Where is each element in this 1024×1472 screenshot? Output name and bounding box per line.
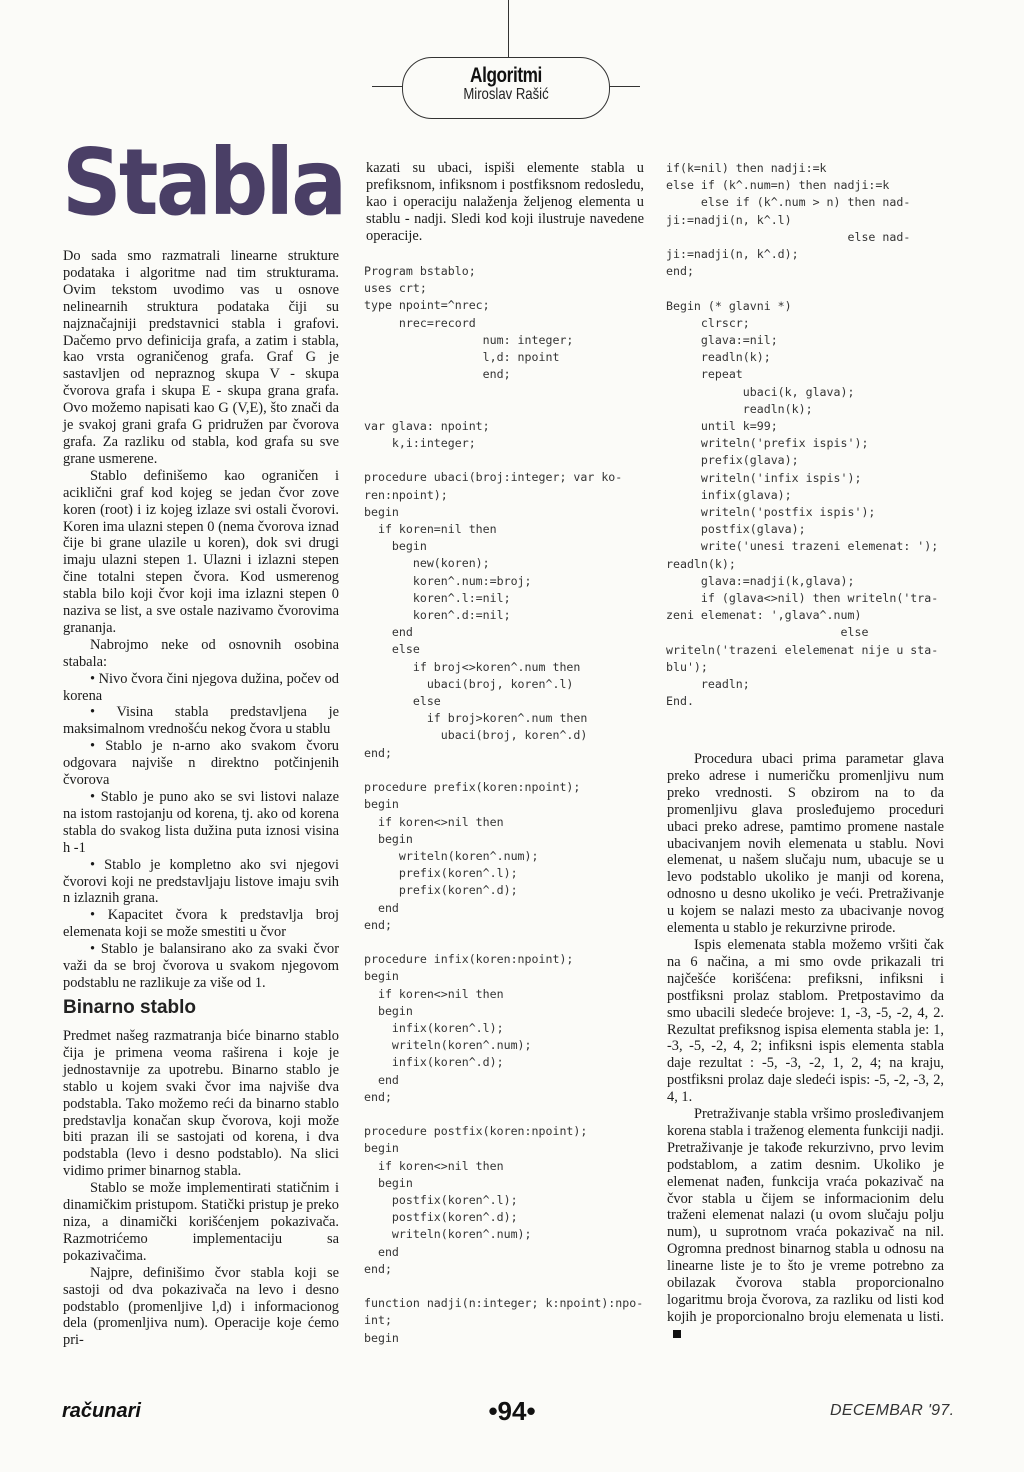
column-3-text — [667, 751, 944, 1343]
paragraph: Procedura ubaci prima parametar glava preko adrese i numeričku promenljivu num preko vrednosti. S obzirom na to da promenljivu glava prosleđujemo proceduri ubaci preko adrese, pamtimo promene nastale ubacivanjem novih elemenata u stablu. Novi elemenat, u našem slučaju num, ubacuje se u levo podstablo ukoliko je manji od korena, odnosno u desno ukoliko je veći. Pretraživanje u kojem se nalazi mesto za ubacivanje novog elementa u stablo je rekurzivne prirode. — [667, 751, 944, 937]
list-item: • Nivo čvora čini njegova dužina, počev od korena — [63, 670, 339, 704]
subheading: Binarno stablo — [63, 997, 197, 1018]
paragraph: Predmet našeg razmatranja biće binarno stablo čija je primena veoma raširena i koje je jednostavnije za upotrebu. Binarno stablo je stablo u kojem svaki čvor ima najviše dva podstabla. Tako možemo reći da binarno stablo predstavlja konačan skup čvorova, koji može biti prazan ili se sastojati od korena, i dva podstabla (levo i desno podstablo). Na slici vidimo primer binarnog stabla. — [63, 1028, 339, 1180]
paragraph: Ispis elemenata stabla možemo vršiti čak na 6 načina, a mi smo ovde prikazali tri najčešće korišćena: prefiksni, infiksni i postfiksni prolaz stablom. Pretpostavimo da smo ubacili sledeće brojeve: 1, -3, -5, -2, 4, 2. Rezultat prefiksnog ispisa elementa stabla je: 1, -3, -5, -2, 4, 2; infiksni ispis elementa stabla daje rezultat : -5, -3, -2, 1, 2, 4; na kraju, postfiksni prolaz daje sledeći ispis: -5, -2, -3, 2, 4, 1. — [667, 936, 944, 1106]
list-item: • Stablo je balansirano ako za svaki čvor važi da se broj čvorova u svakom njegovom podstablu ne razlikuje za više od 1. — [63, 941, 339, 991]
column-2-intro — [366, 160, 644, 245]
paragraph-text: Pretraživanje stabla vršimo prosleđivanjem korena stabla i traženog elementa funkciji nadji. Pretraživanje je takođe rekurzivno, prvo levim podstablom, a zatim desnim. Ukoliko je elemenat nađen, funkcija vraća pokazivač na čvor stabla u čijem se informacionim delu traženi elemenat nalazi (u ovom slučaju polju num), u suprotnom vraća pokazivač na nil. Ogromna prednost binarnog stabla u odnosu na linearne liste je to što je vreme potrebno za obilazak čvorova stabla proporcionalno logaritmu broja čvorova, za razliku od listi kod kojih je proporcionalno broju elemenata u listi. — [667, 1106, 944, 1325]
paragraph: Stablo se može implementirati statičnim i dinamičkim pristupom. Statički pristup je preko niza, a dinamički korišćenjem pokazivača. Razmotrićemo implementaciju sa pokazivačima. — [63, 1180, 339, 1264]
page-number: •94• — [488, 1396, 536, 1426]
article-title: Stabla — [62, 129, 345, 236]
magazine-name: računari — [62, 1400, 141, 1422]
author-name: Miroslav Rašić — [463, 86, 549, 103]
paragraph: Do sada smo razmatrali linearne strukture podataka i algoritme nad tim strukturama. Ovim tekstom uvodimo vas u osnove nelinearnih struktura podataka čiji su najznačajniji predstavnici stabla i grafovi. Dačemo prvo definicija grafa, a zatim i stabla, kao vrsta ograničenog grafa. Graf G je sastavljen od nepraznog skupa V - skupa čvorova grafa i skupa E - skupa grana grafa. Ovo možemo napisati kao G (V,E), što znači da je svakoj grani grafa G pridružen par čvorova grafa. Za razliku od stabla, kod grafa su sve grane usmerene. — [63, 248, 339, 467]
code-listing-part-1: Program bstablo; uses crt; type npoint=^nrec; nrec=record num: integer; l,d: npoint end; var glava: npoint; k,i:integer; procedure ubaci(broj:integer; var ko- ren:npoint); begin if koren=nil then begin new(koren); koren^.num:=broj; koren^.l:=nil; koren^.d:=nil; end else if broj<>koren^.num then ubaci(broj, koren^.l) else if broj>koren^.num then ubaci(broj, koren^.d) end; procedure prefix(koren:npoint); begin if koren<>nil then begin writeln(koren^.num); prefix(koren^.l); prefix(koren^.d); end end; procedure infix(koren:npoint); begin if koren<>nil then begin infix(koren^.l); writeln(koren^.num); infix(koren^.d); end end; procedure postfix(koren:npoint); begin if koren<>nil then begin postfix(koren^.l); postfix(koren^.d); writeln(koren^.num); end end; function nadji(n:integer; k:npoint):npo- int; begin — [364, 264, 644, 1345]
header-rule-right — [606, 86, 640, 87]
end-mark-icon — [673, 1330, 681, 1338]
code-listing-part-2: if(k=nil) then nadji:=k else if (k^.num=n) then nadji:=k else if (k^.num > n) then nad- ji:=nadji(n, k^.l) else nad- ji:=nadji(n, k^.d); end; Begin (* glavni *) clrscr; glava:=nil; readln(k); repeat ubaci(k, glava); readln(k); until k=99; writeln('prefix ispis'); prefix(glava); writeln('infix ispis'); infix(glava); writeln('postfix ispis'); postfix(glava); write('unesi trazeni elemenat: '); readln(k); glava:=nadji(k,glava); if (glava<>nil) then writeln('tra- zeni elemenat: ',glava^.num) else writeln('trazeni elelemenat nije u sta- blu'); readln; End. — [666, 161, 939, 709]
section-name: Algoritmi — [470, 64, 542, 87]
header-rule-left — [372, 86, 406, 87]
paragraph — [667, 1106, 944, 1343]
paragraph: kazati su ubaci, ispiši elemente stabla u prefiksnom, infiksnom i postfiksnom redosledu, kao i operaciju nalaženja željenog elementa u stablu - nadji. Sledi kod koji ilustruje navedene operacije. — [366, 160, 644, 244]
column-1-binary-tree-text — [63, 1028, 339, 1349]
issue-date: DECEMBAR '97. — [830, 1402, 955, 1419]
list-item: • Stablo je n-arno ako svakom čvoru odgovara najviše n direktno potčinjenih čvorova — [63, 738, 339, 789]
paragraph: Najpre, definišimo čvor stabla koji se sastoji od dva pokazivača na levo i desno podstablo (promenljive l,d) i informacionog dela (promenljiva num). Operacije koje ćemo pri- — [63, 1264, 339, 1349]
paragraph: Stablo definišemo kao ograničen i aciklični graf kod kojeg se jedan čvor zove koren (root) i iz kojeg izlaze svi ostali čvorovi. Koren ima ulazni stepen 0 (nema čvorova iznad čije bi grane ulazile u koren), dok svi drugi imaju ulazni stepen 1. Ulazni i izlazni stepen čine totalni stepen čvora. Kod usmerenog stabla bilo koji čvor koji ima izlazni stepen 0 naziva se list, a sve ostale nazivamo čvorovima grananja. — [63, 467, 339, 636]
section-badge — [402, 57, 610, 119]
header-rule-vertical — [508, 0, 509, 58]
list-item: • Stablo je kompletno ako svi njegovi čvorovi koji ne predstavljaju listove imaju svih n izlaznih grana. — [63, 856, 339, 907]
list-item: • Visina stabla predstavljena je maksimalnom vrednošću nekog čvora u stablu — [63, 704, 339, 738]
column-1-text — [63, 248, 339, 992]
list-item: • Stablo je puno ako se svi listovi nalaze na istom rastojanju od korena, tj. ako od korena stabla do svakog lista dužina puta iznosi visina h -1 — [63, 789, 339, 856]
paragraph: Nabrojmo neke od osnovnih osobina stabala: — [63, 636, 339, 670]
list-item: • Kapacitet čvora k predstavlja broj elemenata koji se može smestiti u čvor — [63, 907, 339, 941]
